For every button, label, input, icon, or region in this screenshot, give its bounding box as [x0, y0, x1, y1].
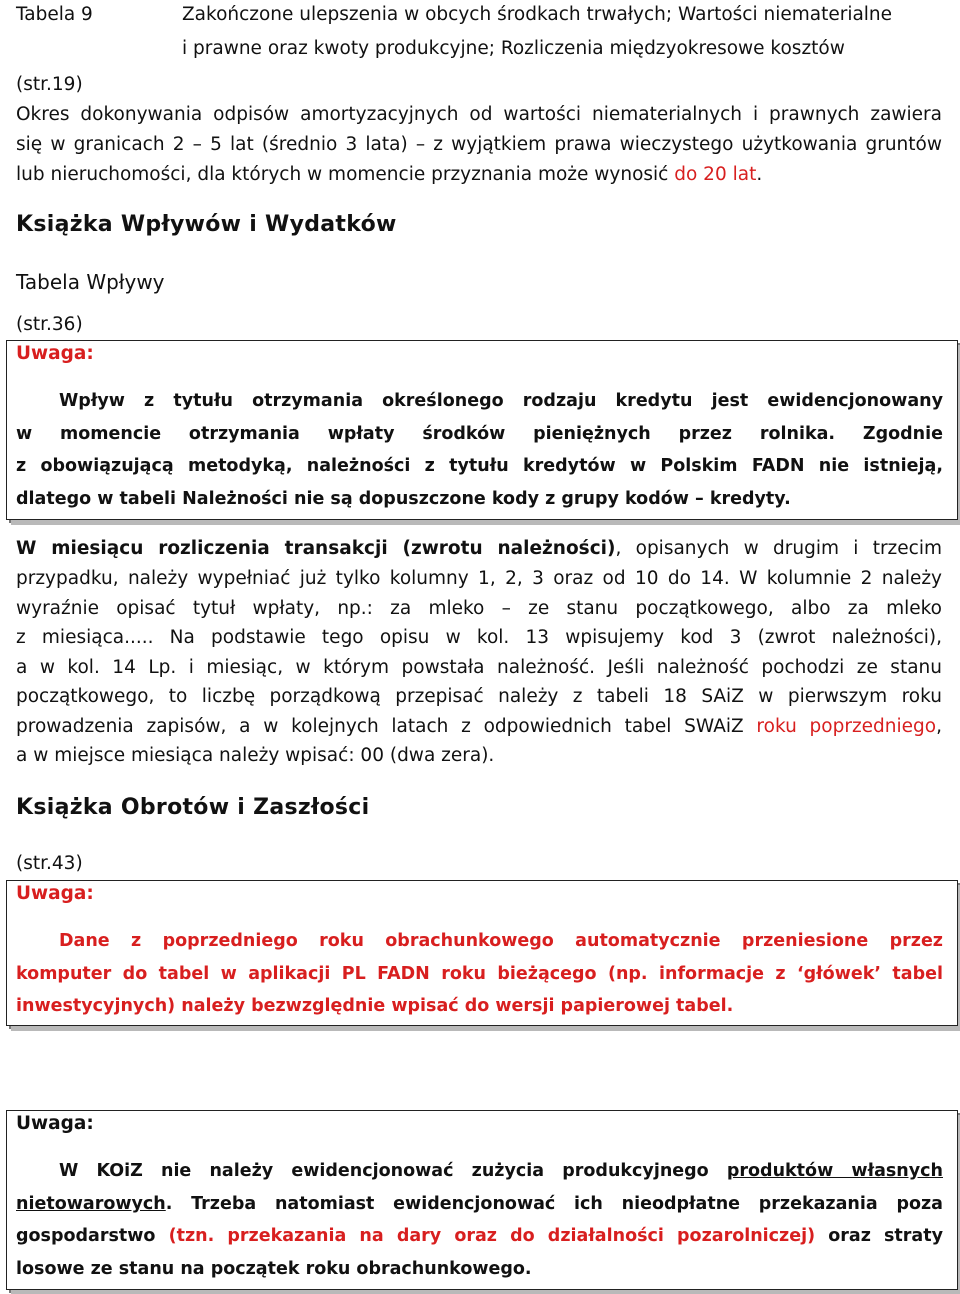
paragraph-line: wyraźnie opisać tytuł wpłaty, np.: za mleko – ze stanu początkowego, albo za mleko: [16, 598, 942, 619]
bold-text: W miesiącu rozliczenia transakcji (zwrotu należności): [16, 538, 616, 559]
page-ref: (str.36): [16, 314, 83, 335]
underlined-text: nietowarowych: [16, 1194, 166, 1214]
paragraph-line: się w granicach 2 – 5 lat (średnio 3 lata) – z wyjątkiem prawa wieczystego użytkowania gruntów: [16, 134, 942, 155]
paragraph-line: z miesiąca..... Na podstawie tego opisu w kol. 13 wpisujemy kod 3 (zwrot należności),: [16, 627, 942, 648]
paragraph-line: a w kol. 14 Lp. i miesiąc, w którym powstała należność. Jeśli należność pochodzi ze stanu: [16, 657, 942, 678]
section-heading: Książka Wpływów i Wydatków: [16, 212, 397, 237]
paragraph-line: przypadku, należy wypełniać już tylko kolumny 1, 2, 3 oraz od 10 do 14. W kolumnie 2 należy: [16, 568, 942, 589]
table-label: Tabela 9: [16, 4, 93, 25]
paragraph-text: lub nieruchomości, dla których w momencie przyznania może wynosić: [16, 164, 675, 185]
paragraph-line: Okres dokonywania odpisów amortyzacyjnych od wartości niematerialnych i prawnych zawiera: [16, 104, 942, 125]
table-title-line-1: Zakończone ulepszenia w obcych środkach trwałych; Wartości niematerialne: [182, 4, 893, 25]
note-label: Uwaga:: [16, 1113, 94, 1134]
paragraph-line: [16, 534, 942, 563]
paragraph-line: [16, 712, 942, 741]
section-heading: Książka Obrotów i Zaszłości: [16, 795, 370, 820]
highlight-text: (tzn. przekazania na dary oraz do działalności pozarolniczej): [168, 1226, 816, 1246]
note-text: . Trzeba natomiast ewidencjonować ich nieodpłatne przekazania poza: [165, 1194, 943, 1214]
note-line: Wpływ z tytułu otrzymania określonego rodzaju kredytu jest ewidencjonowany: [59, 391, 943, 411]
table-title-line-2: i prawne oraz kwoty produkcyjne; Rozliczenia międzyokresowe kosztów: [182, 38, 845, 59]
note-line: komputer do tabel w aplikacji PL FADN roku bieżącego (np. informacje z ‘główek’ tabel: [16, 964, 943, 984]
note-line: w momencie otrzymania wpłaty środków pieniężnych przez rolnika. Zgodnie: [16, 424, 943, 444]
underlined-text: produktów własnych: [726, 1161, 943, 1181]
note-box: [6, 880, 958, 1026]
paragraph-text: .: [756, 164, 763, 185]
highlight-text: roku poprzedniego: [756, 716, 937, 737]
note-line: Dane z poprzedniego roku obrachunkowego automatycznie przeniesione przez: [59, 931, 943, 951]
note-label: Uwaga:: [16, 883, 94, 904]
note-line: [16, 1188, 943, 1221]
note-label: Uwaga:: [16, 343, 94, 364]
page-ref: (str.43): [16, 853, 83, 874]
paragraph-line: początkowego, to liczbę porządkową przepisać należy z tabeli 18 SAiZ w pierwszym roku: [16, 686, 942, 707]
note-line: [16, 1220, 943, 1253]
paragraph-line: [16, 160, 762, 189]
paragraph-text: prowadzenia zapisów, a w kolejnych latach z odpowiednich tabel SWAiZ: [16, 716, 757, 737]
note-line: inwestycyjnych) należy bezwzględnie wpisać do wersji papierowej tabel.: [16, 996, 734, 1016]
highlight-text: do 20 lat: [674, 164, 757, 185]
note-line: z obowiązującą metodyką, należności z tytułu kredytów w Polskim FADN nie istnieją,: [16, 456, 943, 476]
page-ref: (str.19): [16, 74, 83, 95]
note-text: W KOiZ nie należy ewidencjonować zużycia produkcyjnego: [59, 1161, 727, 1181]
paragraph-text: ,: [936, 716, 942, 737]
section-subheading: Tabela Wpływy: [16, 270, 165, 294]
note-text: oraz straty: [815, 1226, 944, 1246]
note-text: gospodarstwo: [16, 1226, 169, 1246]
note-line: dlatego w tabeli Należności nie są dopuszczone kody z grupy kodów – kredyty.: [16, 489, 791, 509]
note-box: [6, 340, 958, 520]
note-line: losowe ze stanu na początek roku obrachunkowego.: [16, 1259, 532, 1279]
paragraph-line: a w miejsce miesiąca należy wpisać: 00 (dwa zera).: [16, 745, 495, 766]
note-line: [59, 1155, 943, 1188]
note-box: [6, 1110, 958, 1290]
paragraph-text: , opisanych w drugim i trzecim: [615, 538, 942, 559]
